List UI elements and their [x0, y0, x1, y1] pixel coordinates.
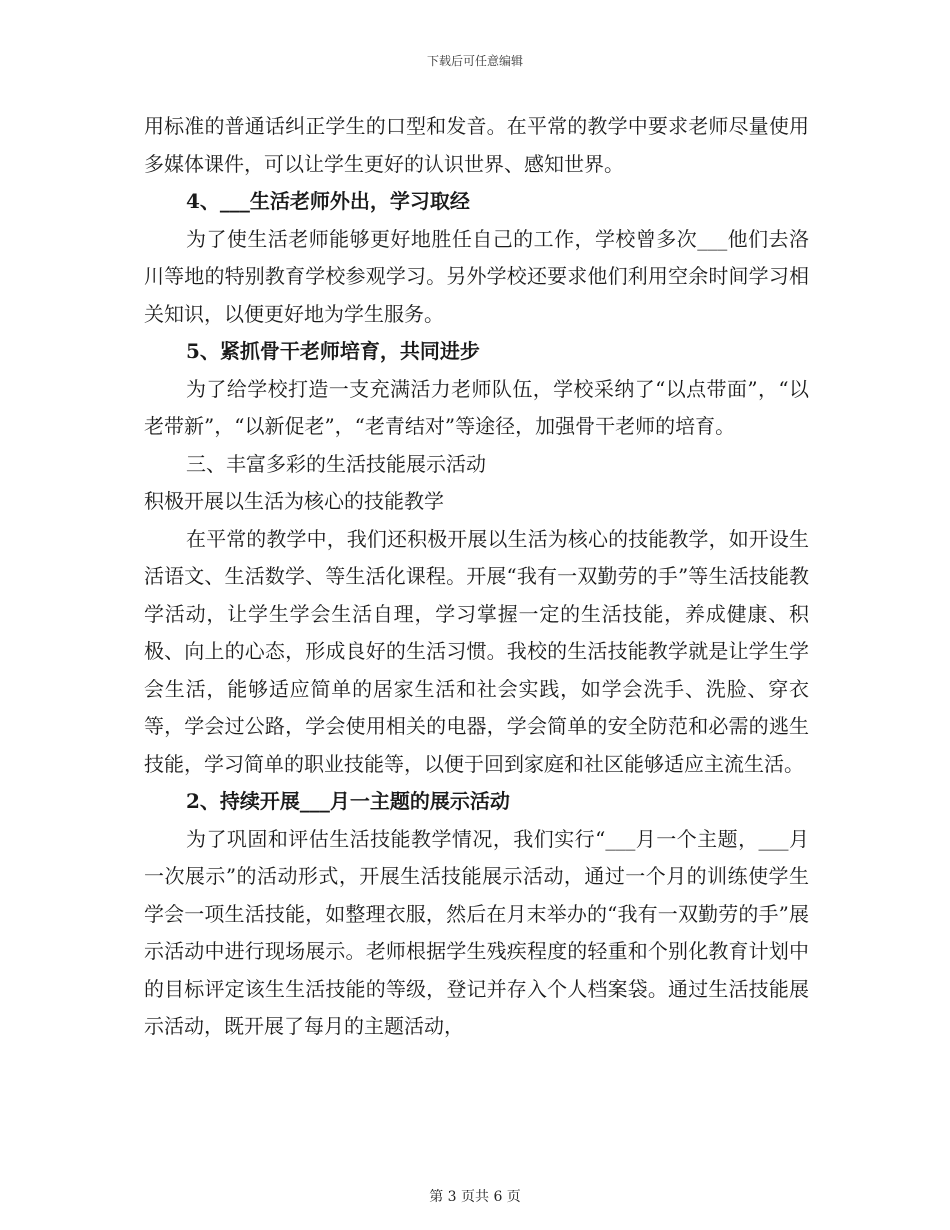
body-paragraph: 在平常的教学中，我们还积极开展以生活为核心的技能教学，如开设生活语文、生活数学、等生活化课程。开展“我有一双勤劳的手”等生活技能教学活动，让学生学会生活自理，学习掌握一定的生活技能，养成健康、积极、向上的心态，形成良好的生活习惯。我校的生活技能教学就是让学生学会生活，能够适应简单的居家生活和社会实践，如学会洗手、洗脸、穿衣等，学会过公路，学会使用相关的电器，学会简单的安全防范和必需的逃生技能，学习简单的职业技能等，以便于回到家庭和社区能够适应主流生活。: [144, 526, 809, 776]
body-paragraph: 为了给学校打造一支充满活力老师队伍，学校采纳了“以点带面”，“以老带新”，“以新促老”，“老青结对”等途径，加强骨干老师的培育。: [144, 376, 809, 438]
section-heading: 4、___生活老师外出，学习取经: [186, 189, 470, 213]
page-header: 下载后可任意编辑: [426, 54, 523, 68]
body-paragraph: 用标准的普通话纠正学生的口型和发音。在平常的教学中要求老师尽量使用多媒体课件，可以让学生更好的认识世界、感知世界。: [144, 114, 809, 176]
document-body: [144, 108, 809, 1046]
chapter-heading: 三、丰富多彩的生活技能展示活动: [186, 451, 486, 476]
body-paragraph: 为了使生活老师能够更好地胜任自己的工作，学校曾多次___他们去洛川等地的特别教育学校参观学习。另外学校还要求他们利用空余时间学习相关知识，以便更好地为学生服务。: [144, 226, 809, 326]
body-paragraph: 为了巩固和评估生活技能教学情况，我们实行“___月一个主题，___月一次展示”的活动形式，开展生活技能展示活动，通过一个月的训练使学生学会一项生活技能，如整理衣服，然后在月末举办的“我有一双勤劳的手”展示活动中进行现场展示。老师根据学生残疾程度的轻重和个别化教育计划中的目标评定该生生活技能的等级，登记并存入个人档案袋。通过生活技能展示活动，既开展了每月的主题活动，: [144, 826, 809, 1038]
section-heading: 5、紧抓骨干老师培育，共同进步: [186, 339, 480, 363]
subheading: 积极开展以生活为核心的技能教学: [144, 489, 444, 513]
section-heading: 2、持续开展___月一主题的展示活动: [186, 789, 510, 813]
page-footer: 第 3 页共 6 页: [429, 1189, 521, 1205]
